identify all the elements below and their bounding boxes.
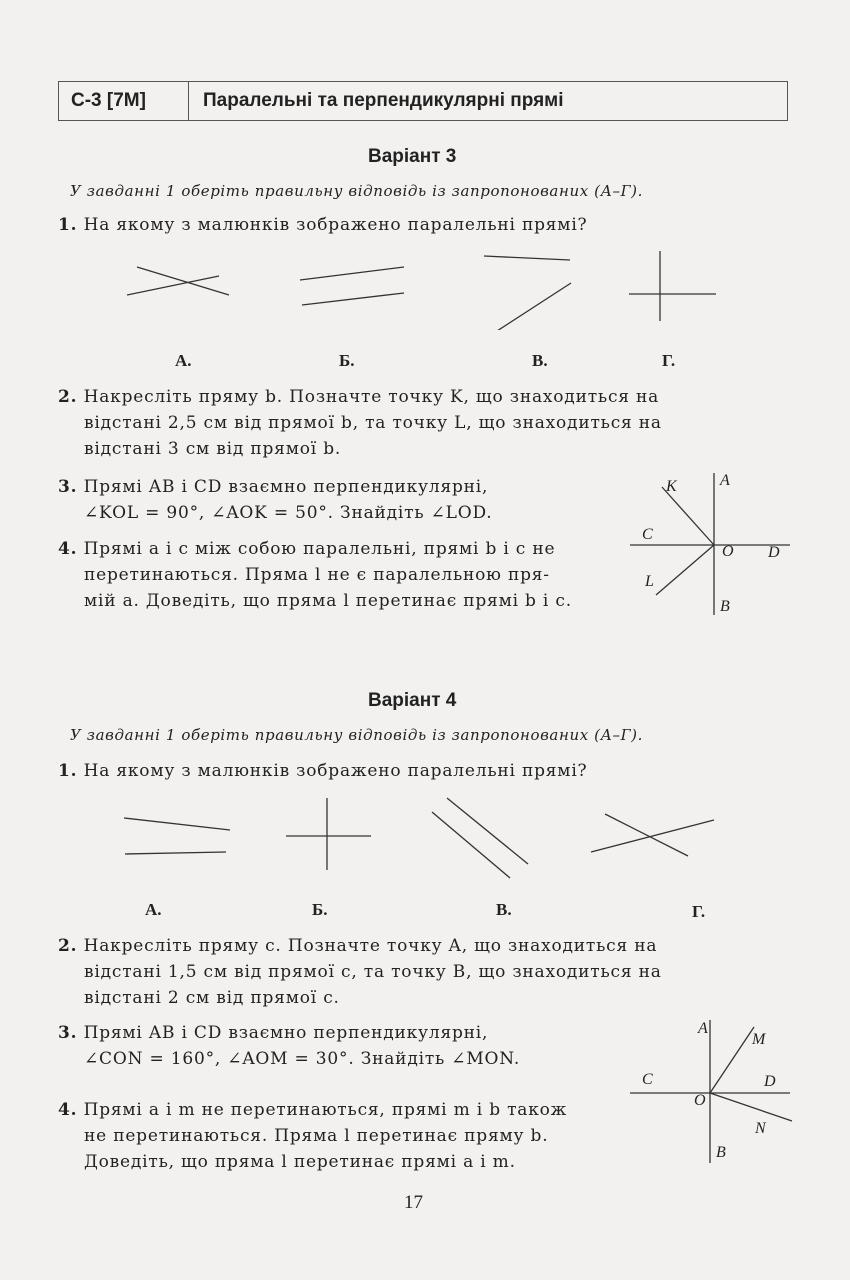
variant-3-instruction: У завданні 1 оберіть правильну відповідь із запропонованих (А–Г). [70,182,644,200]
question-number: 2. [58,936,78,956]
ray-on [710,1093,792,1121]
variant-4-question-3-line-2: ∠CON = 160°, ∠AOM = 30°. Знайдіть ∠MON. [84,1049,521,1069]
variant-4-title: Варіант 4 [368,690,457,711]
variant-4-option-b: Б. [312,900,328,919]
variant-4-question-4 [58,1097,567,1123]
variant-3-question-4 [58,536,555,562]
variant-4-question-4-line-3: Доведіть, що пряма l перетинає прямі a і m. [84,1152,516,1172]
variant-4-question-2-line-3: відстані 2 см від прямої c. [84,988,340,1008]
variant-4-option-a: А. [145,900,162,919]
variant-3-question-2-line-3: відстані 3 см від прямої b. [84,439,342,459]
option-g-figure [591,814,714,856]
variant-3-option-g: Г. [662,351,676,370]
variant-4-options-figures [0,790,850,880]
point-o-label: O [694,1092,706,1109]
question-number: 4. [58,1100,78,1120]
option-b-figure [300,267,404,305]
point-d-label: D [768,544,780,561]
variant-4-question-4-line-2: не перетинаються. Пряма l перетинає пряму b. [84,1126,549,1146]
point-n-label: N [755,1120,766,1137]
question-number: 2. [58,387,78,407]
question-line-1: Прямі AB і CD взаємно перпендикулярні, [83,1023,489,1043]
worksheet-title: Паралельні та перпендикулярні прямі [203,90,564,111]
question-text: На якому з малюнків зображено паралельні прямі? [83,761,588,781]
point-l-label: L [645,573,654,590]
page-number: 17 [404,1192,423,1213]
variant-3-question-4-line-3: мій a. Доведіть, що пряма l перетинає прямі b і c. [84,591,572,611]
option-a-figure [124,818,230,854]
variant-4-question-3 [58,1020,488,1046]
variant-4-option-g: Г. [692,902,706,921]
variant-3-option-b: Б. [339,351,355,370]
point-a-label: A [720,472,730,489]
variant-3-question-1 [58,212,587,238]
question-line-1: Прямі a і m не перетинаються, прямі m і b також [83,1100,568,1120]
point-m-label: M [752,1031,766,1048]
ray-om [710,1027,754,1093]
question-line-1: Накресліть пряму b. Позначте точку K, що знаходиться на [83,387,660,407]
variant-3-option-a: А. [175,351,192,370]
variant-4-option-v: В. [496,900,512,919]
variant-3-question-4-line-2: перетинаються. Пряма l не є паралельною пря- [84,565,550,585]
ray-ol [656,545,714,595]
point-c-label: C [642,1071,653,1088]
question-text: На якому з малюнків зображено паралельні прямі? [83,215,588,235]
option-g-figure [629,251,716,321]
worksheet-code: С-3 [7М] [59,82,189,120]
point-a-label: A [698,1020,708,1037]
question-number: 3. [58,477,78,497]
question-line-1: Накресліть пряму c. Позначте точку A, що знаходиться на [83,936,658,956]
variant-4-angle-figure [630,1015,800,1170]
point-d-label: D [764,1073,776,1090]
variant-4-question-2 [58,933,657,959]
variant-3-question-2-line-2: відстані 2,5 см від прямої b, та точку L, що знаходиться на [84,413,662,433]
option-b-figure [286,798,371,870]
question-number: 4. [58,539,78,559]
variant-3-question-2 [58,384,659,410]
point-b-label: B [716,1144,726,1161]
variant-3-question-3 [58,474,488,500]
question-line-1: Прямі a і c між собою паралельні, прямі b і c не [83,539,556,559]
point-o-label: O [722,543,734,560]
variant-3-question-3-line-2: ∠KOL = 90°, ∠AOK = 50°. Знайдіть ∠LOD. [84,503,493,523]
option-v-figure [432,798,528,878]
variant-3-title: Варіант 3 [368,146,457,167]
question-number: 1. [58,215,78,235]
variant-4-question-2-line-2: відстані 1,5 см від прямої c, та точку B, що знаходиться на [84,962,662,982]
variant-3-option-v: В. [532,351,548,370]
variant-3-options-figures [0,240,850,330]
point-k-label: K [666,478,677,495]
point-c-label: C [642,526,653,543]
option-v-figure [484,256,571,330]
variant-4-question-1 [58,758,587,784]
point-b-label: B [720,598,730,615]
variant-4-instruction: У завданні 1 оберіть правильну відповідь із запропонованих (А–Г). [70,726,644,744]
question-number: 1. [58,761,78,781]
worksheet-header [58,81,788,121]
question-line-1: Прямі AB і CD взаємно перпендикулярні, [83,477,489,497]
option-a-figure [127,267,229,295]
question-number: 3. [58,1023,78,1043]
